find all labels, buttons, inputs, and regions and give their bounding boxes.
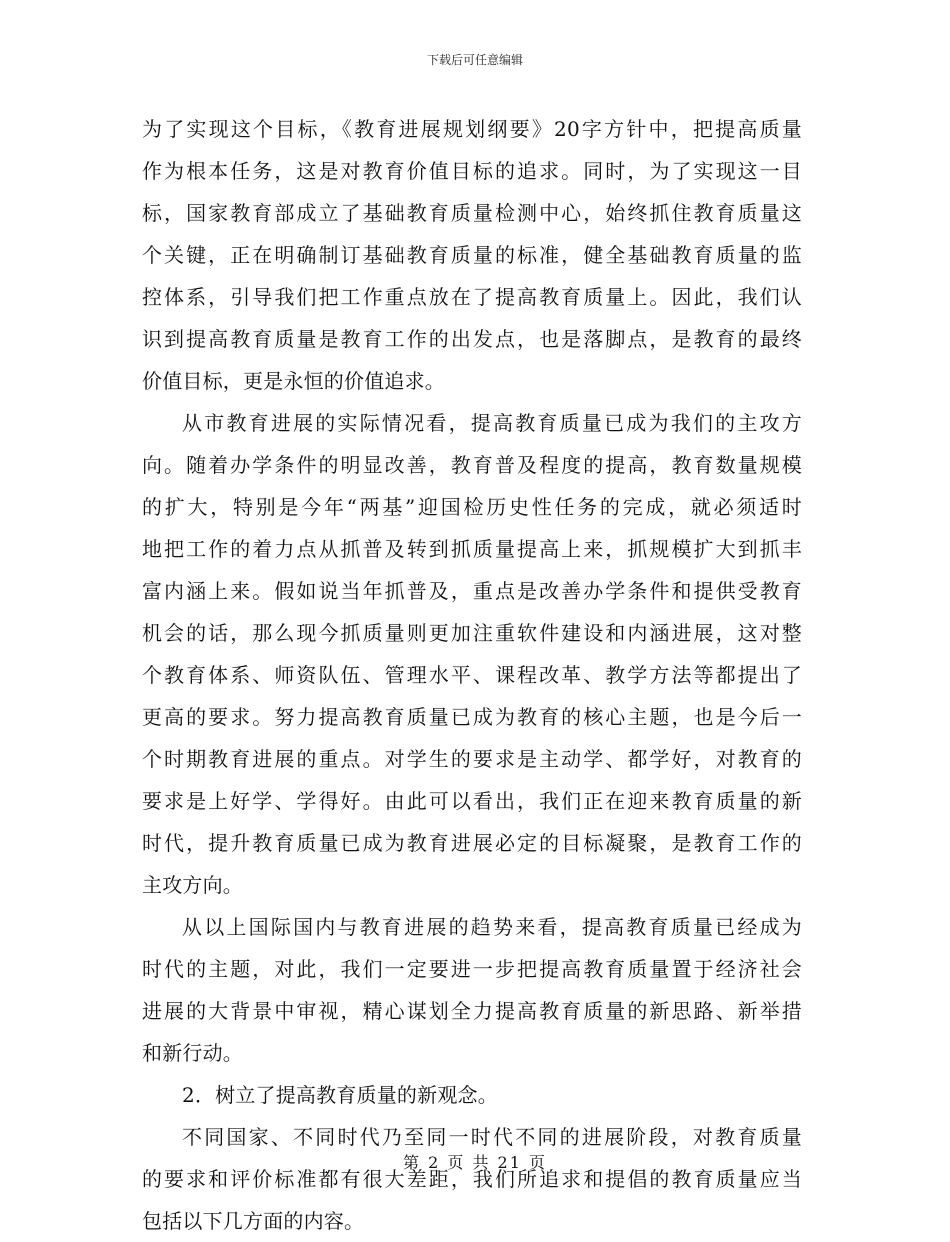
- paragraph: [142, 402, 802, 906]
- paragraph: [142, 1116, 802, 1242]
- section-heading: [142, 1074, 802, 1116]
- text-line: 的扩大，特别是今年“两基”迎国检历史性任务的完成，就必须适时: [142, 495, 802, 519]
- text-line: 向。随着办学条件的明显改善，教育普及程度的提高，教育数量规模: [142, 453, 802, 477]
- text-line: 作为根本任务，这是对教育价值目标的追求。同时，为了实现这一目: [142, 159, 802, 183]
- document-body: [142, 108, 802, 1242]
- text-line: 进展的大背景中审视，精心谋划全力提高教育质量的新思路、新举措: [142, 999, 802, 1023]
- text-line: 个关键，正在明确制订基础教育质量的标准，健全基础教育质量的监: [142, 243, 802, 267]
- text-line: 富内涵上来。假如说当年抓普及，重点是改善办学条件和提供受教育: [142, 579, 802, 603]
- text-line: 识到提高教育质量是教育工作的出发点，也是落脚点，是教育的最终: [142, 327, 802, 351]
- text-line: 要求是上好学、学得好。由此可以看出，我们正在迎来教育质量的新: [142, 789, 802, 813]
- page-header: 下载后可任意编辑: [426, 53, 523, 67]
- text-line: 从以上国际国内与教育进展的趋势来看，提高教育质量已经成为: [182, 915, 802, 939]
- page-footer: 第 2 页 共 21 页: [403, 1153, 547, 1172]
- text-line: 包括以下几方面的内容。: [142, 1209, 365, 1233]
- paragraph: [142, 906, 802, 1074]
- text-line: 2．树立了提高教育质量的新观念。: [182, 1083, 498, 1107]
- text-line: 更高的要求。努力提高教育质量已成为教育的核心主题，也是今后一: [142, 705, 802, 729]
- text-line: 从市教育进展的实际情况看，提高教育质量已成为我们的主攻方: [182, 411, 802, 435]
- text-line: 机会的话，那么现今抓质量则更加注重软件建设和内涵进展，这对整: [142, 621, 802, 645]
- text-line: 主攻方向。: [142, 873, 243, 897]
- text-line: 的要求和评价标准都有很大差距，我们所追求和提倡的教育质量应当: [142, 1167, 802, 1191]
- text-line: 标，国家教育部成立了基础教育质量检测中心，始终抓住教育质量这: [142, 201, 802, 225]
- text-line: 和新行动。: [142, 1041, 243, 1065]
- text-line: 地把工作的着力点从抓普及转到抓质量提高上来，抓规模扩大到抓丰: [142, 537, 802, 561]
- text-line: 时代的主题，对此，我们一定要进一步把提高教育质量置于经济社会: [142, 957, 802, 981]
- text-line: 为了实现这个目标，《教育进展规划纲要》20字方针中，把提高质量: [142, 117, 802, 141]
- text-line: 价值目标，更是永恒的价值追求。: [142, 369, 445, 393]
- text-line: 不同国家、不同时代乃至同一时代不同的进展阶段，对教育质量: [182, 1125, 802, 1149]
- text-line: 个教育体系、师资队伍、管理水平、课程改革、教学方法等都提出了: [142, 663, 802, 687]
- text-line: 时代，提升教育质量已成为教育进展必定的目标凝聚，是教育工作的: [142, 831, 802, 855]
- paragraph: [142, 108, 802, 402]
- text-line: 控体系，引导我们把工作重点放在了提高教育质量上。因此，我们认: [142, 285, 802, 309]
- text-line: 个时期教育进展的重点。对学生的要求是主动学、都学好，对教育的: [142, 747, 802, 771]
